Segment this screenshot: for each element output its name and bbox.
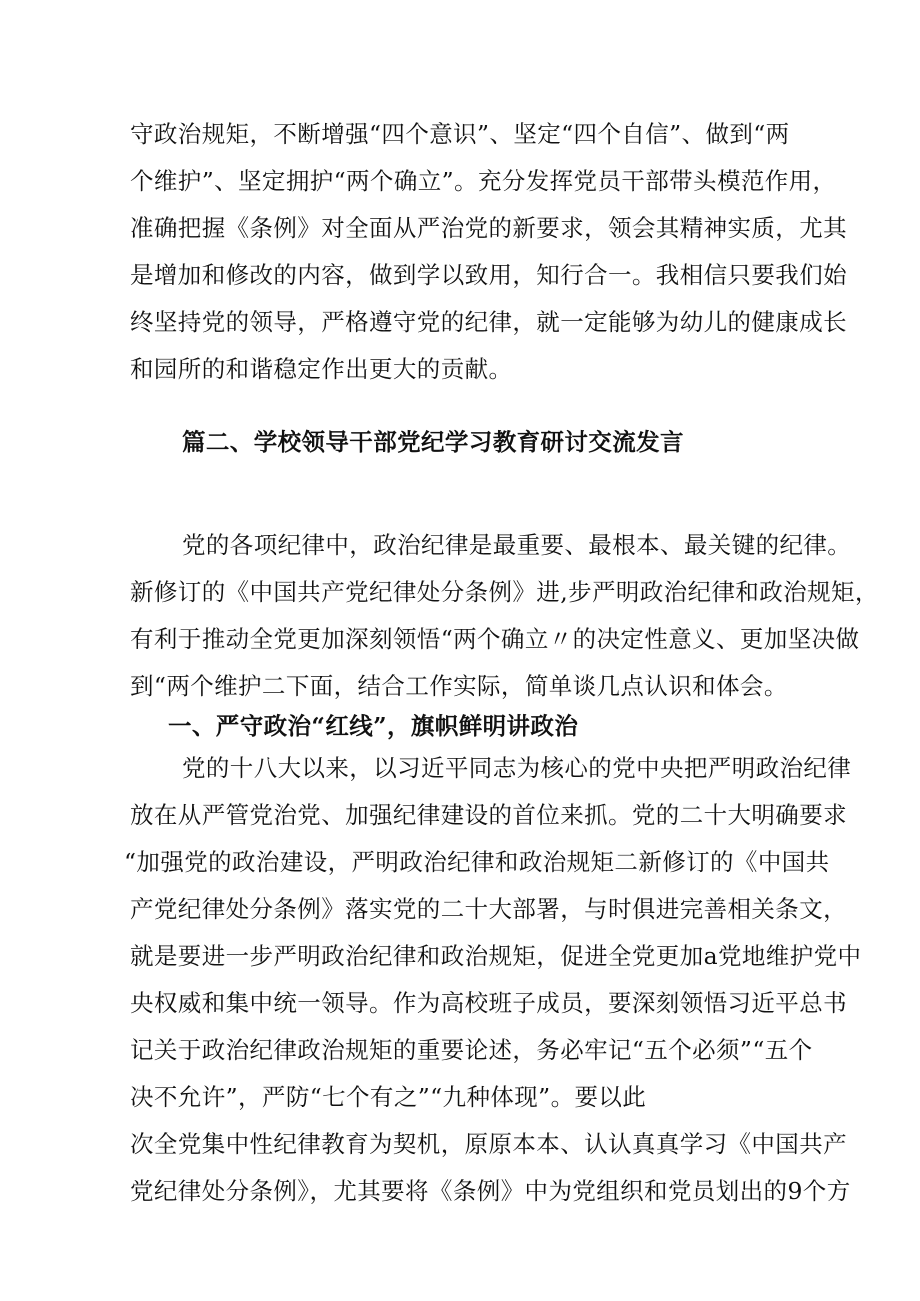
paragraph-line-4: 是增加和修改的内容，做到学以致用，知行合一。我相信只要我们始 (130, 261, 847, 289)
paragraph-line-16: 央权威和集中统一领导。作为高校班子成员，要深刻领悟习近平总书 (130, 989, 847, 1017)
paragraph-line-17: 记关于政治纪律政治规矩的重要论述，务必牢记“五个必须”“五个 (130, 1036, 813, 1064)
paragraph-line-9: 有利于推动全党更加深刻领悟“两个确立〃的决定性意义、更加坚决做 (130, 625, 860, 653)
paragraph-line-11: 党的十八大以来，以习近平同志为核心的党中央把严明政治纪律 (182, 754, 852, 782)
subsection-title: 一、严守政治“红线”，旗帜鲜明讲政治 (168, 712, 579, 740)
paragraph-line-6: 和园所的和谐稳定作出更大的贡献。 (130, 355, 513, 383)
paragraph-line-20: 党纪律处分条例》，尤其要将《条例》中为党组织和党员划出的9个方 (130, 1177, 851, 1205)
paragraph-line-19: 次全党集中性纪律教育为契机，原原本本、认认真真学习《中国共产 (130, 1130, 847, 1158)
paragraph-line-7: 党的各项纪律中，政治纪律是最重要、最根本、最关键的纪律。 (182, 531, 852, 559)
paragraph-line-12: 放在从严管党治党、加强纪律建设的首位来抓。党的二十大明确要求 (130, 801, 847, 829)
paragraph-line-14: 产党纪律处分条例》落实党的二十大部署，与时俱进完善相关条文， (130, 895, 847, 923)
paragraph-line-13: “加强党的政治建设，严明政治纪律和政治规矩二新修订的《中国共 (124, 848, 830, 876)
paragraph-line-5: 终坚持党的领导，严格遵守党的纪律，就一定能够为幼儿的健康成长 (130, 308, 847, 336)
paragraph-line-2: 个维护”、坚定拥护“两个确立”。充分发挥党员干部带头模范作用， (130, 167, 837, 195)
paragraph-line-3: 准确把握《条例》对全面从严治党的新要求，领会其精神实质，尤其 (130, 214, 847, 242)
paragraph-line-10: 到“两个维护二下面，结合工作实际，简单谈几点认识和体会。 (130, 672, 788, 700)
paragraph-line-8: 新修订的《中国共产党纪律处分条例》进,步严明政治纪律和政治规矩， (130, 578, 879, 606)
paragraph-line-18: 决不允许”，严防“七个有之”“九种体现”。要以此 (130, 1083, 647, 1111)
paragraph-line-1: 守政治规矩，不断增强“四个意识”、坚定“四个自信”、做到“两 (130, 120, 790, 148)
paragraph-line-15: 就是要进一步严明政治纪律和政治规矩，促进全党更加a党地维护党中 (130, 942, 862, 970)
section-title: 篇二、学校领导干部党纪学习教育研讨交流发言 (182, 428, 684, 456)
